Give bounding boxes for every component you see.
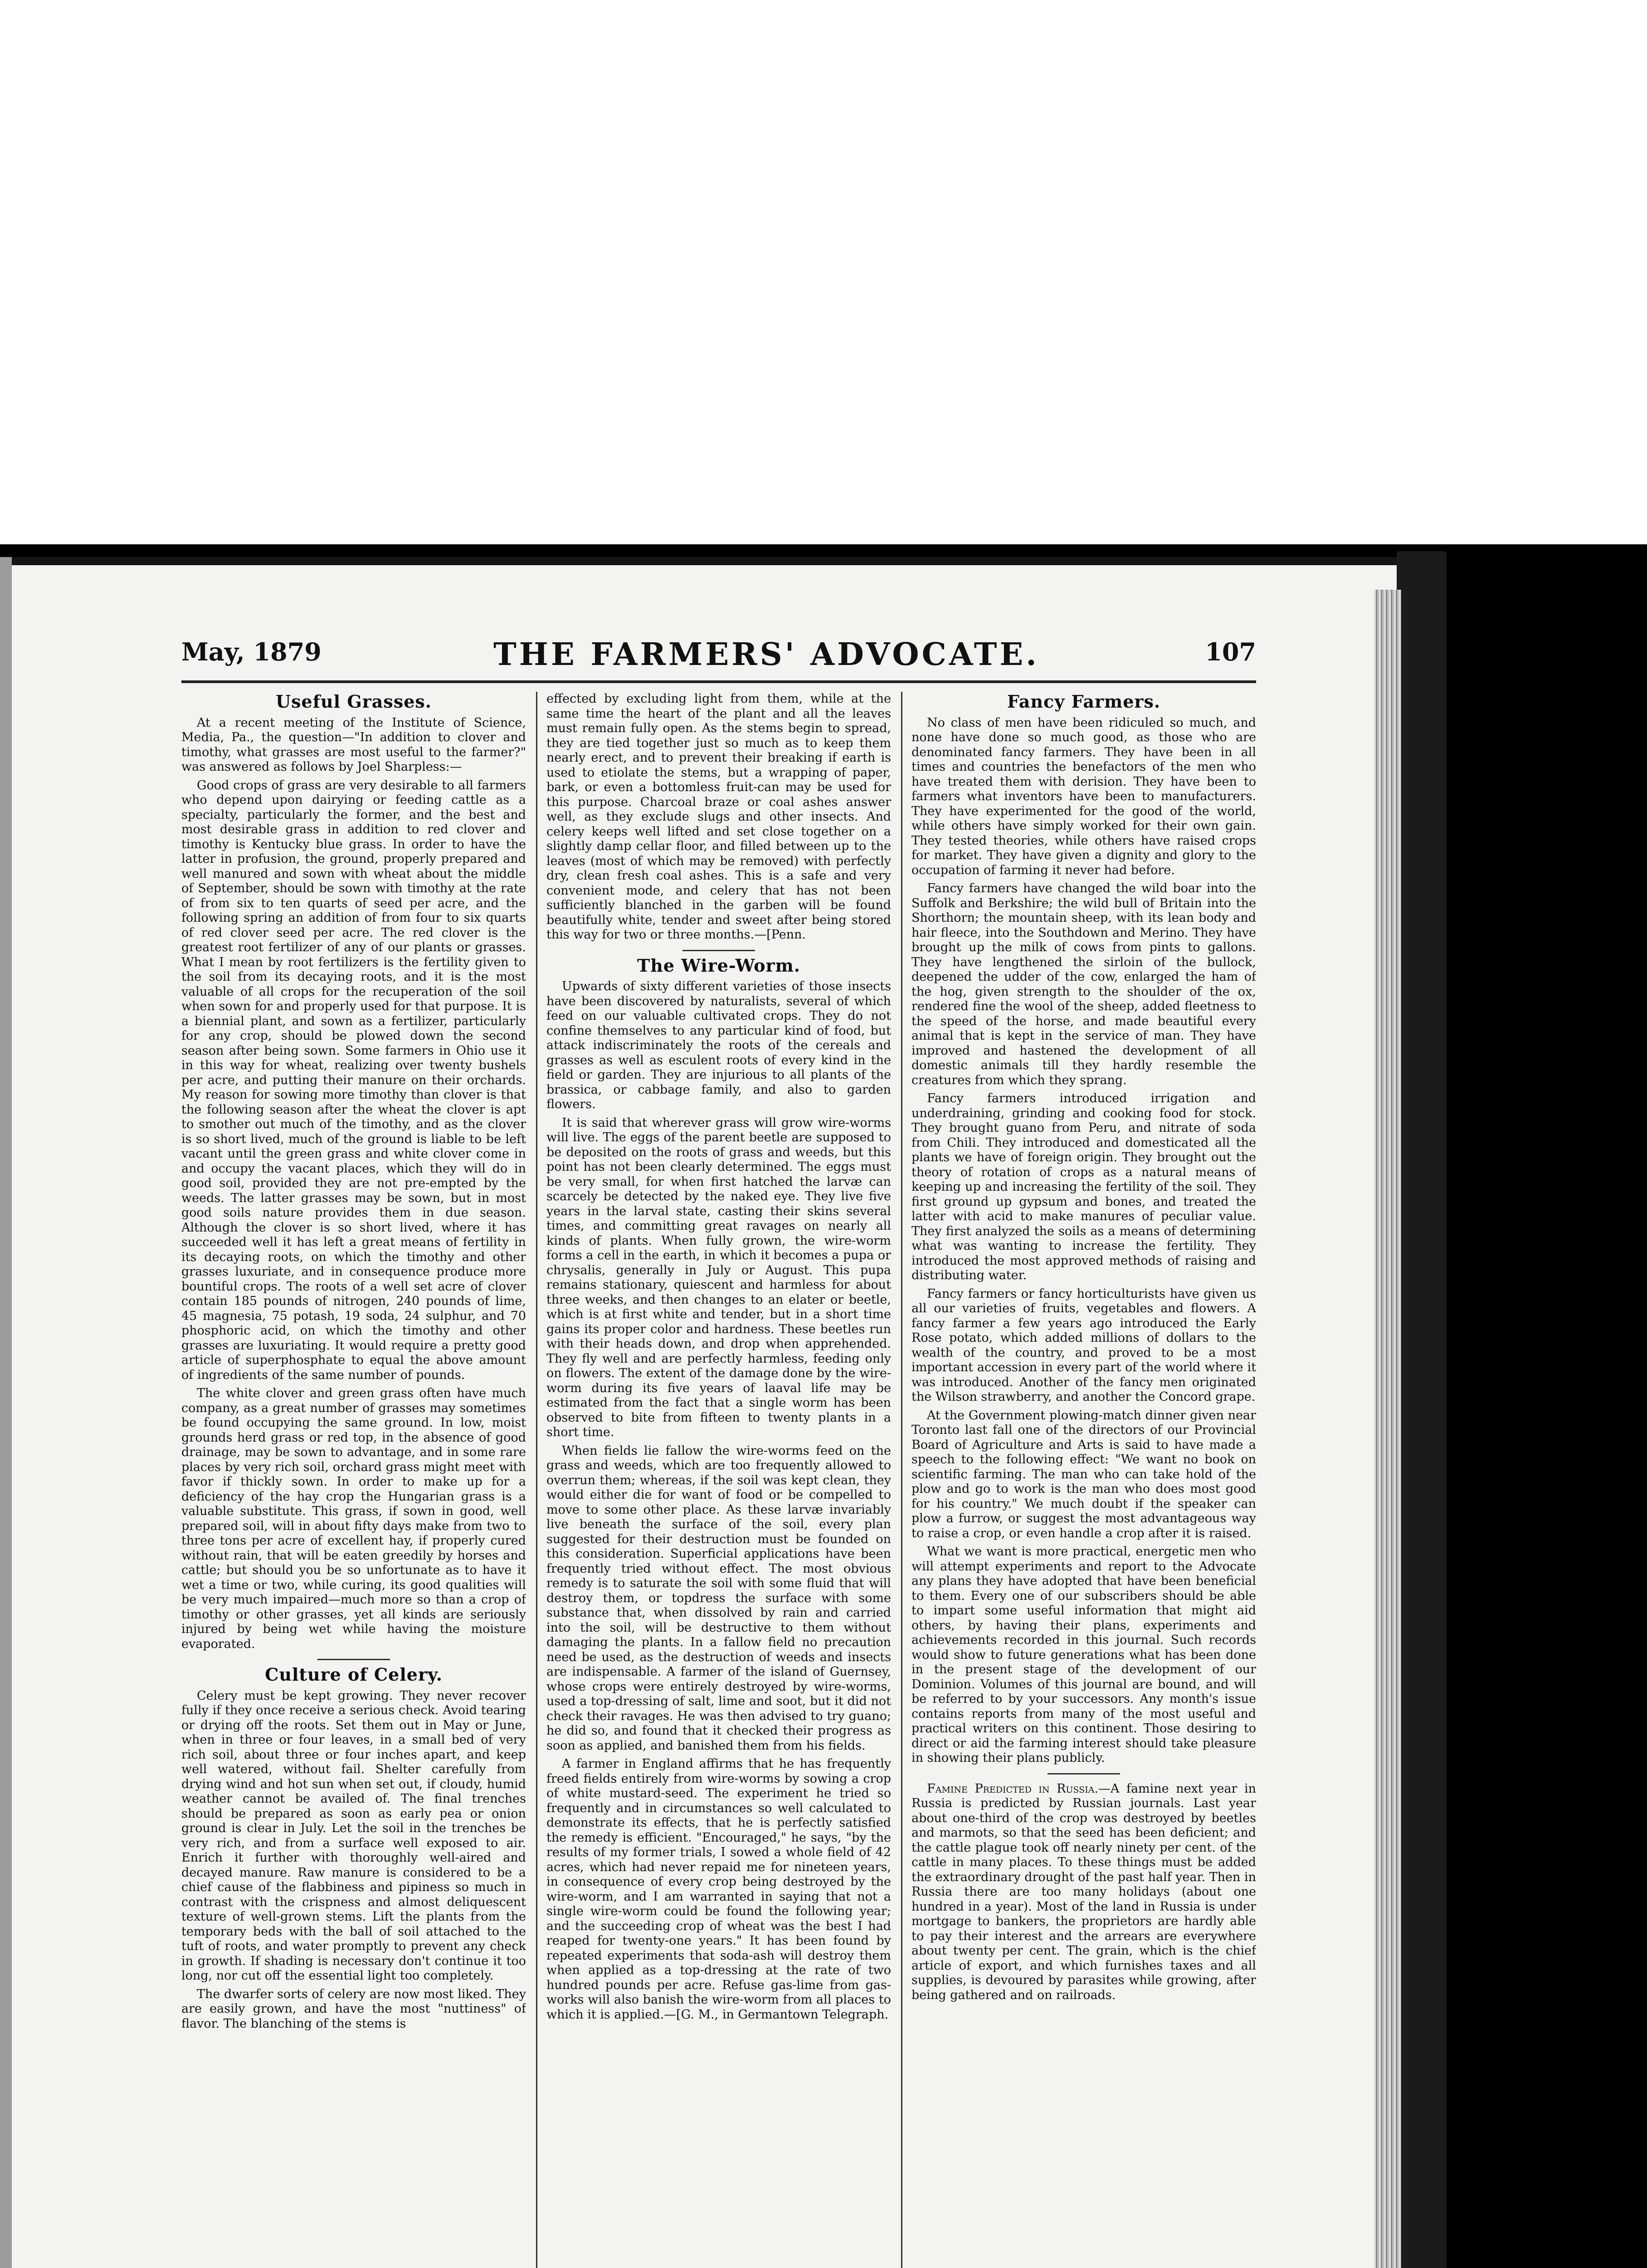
page-header — [181, 637, 1256, 674]
famine-lead: Famine Predicted in Russia. — [927, 1781, 1098, 1796]
article-divider — [317, 1659, 390, 1660]
famine-body: —A famine next year in Russia is predicted by Russian journals. Last year about one-third of the crop was destroyed by beetles and marmots, so that the seed has been deficient; and the cattle plague took off nearly ninety per cent. of the cattle in many places. To these things must be added the extraordinary drought of the past half year. Then in Russia there are too many holidays (about one hundred in a year). Most of the land in Russia is under mortgage to bankers, the proprietors are hardly able to pay their interest and the arrears are everywhere about twenty per cent. The grain, which is the chief article of export, and which furnishes taxes and all supplies, is devoured by parasites while growing, after being gathered and on railroads. — [911, 1781, 1256, 2002]
paragraph: The dwarfer sorts of celery are now most liked. They are easily grown, and have the most "nuttiness" of flavor. The blanching of the stems is — [181, 1987, 526, 2031]
article-divider — [682, 950, 755, 951]
page-edge-leaves — [1374, 590, 1401, 2268]
article-title-culture-of-celery: Culture of Celery. — [265, 1664, 443, 1685]
column-rule — [901, 692, 902, 2268]
paragraph: A farmer in England affirms that he has frequently freed fields entirely from wire-worms by sowing a crop of white mustard-seed. The experiment he tried so frequently and in circumstances so well calculated to demonstrate its effects, that he is perfectly satisfied the remedy is efficient. "Encouraged," he says, "by the results of my former trials, I sowed a whole field of 42 acres, which had never repaid me for nineteen years, in consequence of every crop being destroyed by the wire-worm, and I am warranted in saying that not a single wire-worm could be found the following year; and the succeeding crop of wheat was the best I had reaped for twenty-one years." It has been found by repeated experiments that soda-ash will destroy them when applied as a top-dressing at the rate of two hundred pounds per acre. Refuse gas-lime from gas-works will also banish the wire-worm from all places to which it is applied.—[G. M., in Germantown Telegraph. — [546, 1757, 891, 2022]
column-3 — [911, 692, 1256, 2268]
column-1 — [181, 692, 526, 2268]
paragraph: Fancy farmers have changed the wild boar into the Suffolk and Berkshire; the wild bull of Britain into the Shorthorn; the mountain sheep, with its lean body and hair fleece, into the Southdown and Merino. They have brought up the milk of cows from pints to gallons. They have lengthened the sirloin of the bullock, deepened the udder of the cow, enlarged the ham of the hog, given strength to the shoulder of the ox, rendered fine the wool of the sheep, added fleetness to the speed of the horse, and made beautiful every animal that is kept in the service of man. They have improved and hastened the development of all domestic animals till they hardly resemble the creatures from which they sprang. — [911, 881, 1256, 1087]
issue-date: May, 1879 — [181, 637, 322, 666]
paragraph: It is said that wherever grass will grow wire-worms will live. The eggs of the parent beetle are supposed to be deposited on the roots of grass and weeds, but this point has not been clearly determined. The eggs must be very small, for when first hatched the larvæ can scarcely be detected by the naked eye. They live five years in the larval state, casting their skins several times, and committing great ravages on nearly all kinds of plants. When fully grown, the wire-worm forms a cell in the earth, in which it becomes a pupa or chrysalis, generally in July or August. This pupa remains stationary, quiescent and harmless for about three weeks, and then changes to an elater or beetle, which is at first white and tender, but in a short time gains its proper color and hardness. These beetles run with their heads down, and drop when apprehended. They fly well and are perfectly harmless, feeding only on flowers. The extent of the damage done by the wire-worm during its five years of laaval life may be estimated from the fact that a single worm has been observed to bite from fifteen to twenty plants in a short time. — [546, 1115, 891, 1439]
paragraph: At a recent meeting of the Institute of Science, Media, Pa., the question—"In addition to clover and timothy, what grasses are most useful to the farmer?" was answered as follows by Joel Sharpless:— — [181, 715, 526, 774]
paragraph: The white clover and green grass often have much company, as a great number of grasses may sometimes be found occupying the same ground. In low, moist grounds herd grass or red top, in the absence of good drainage, may be sown to advantage, and in some rare places by very rich soil, orchard grass might meet with favor if thickly sown. In order to make up for a deficiency of the hay crop the Hungarian grass is a valuable substitute. This grass, if sown in good, well prepared soil, will in about fifty days make from two to three tons per acre of excellent hay, if properly cured without rain, that will be eaten greedily by horses and cattle; but should you be so unfortunate as to have it wet a time or two, while curing, its good qualities will be very much impaired—much more so than a crop of timothy or other grasses, yet all kinds are seriously injured by being wet while having the moisture evaporated. — [181, 1386, 526, 1651]
column-rule — [536, 692, 537, 2268]
page-edge — [1397, 551, 1447, 2268]
scan-background-top — [0, 0, 1647, 544]
article-title-wire-worm: The Wire-Worm. — [637, 955, 801, 976]
paragraph: When fields lie fallow the wire-worms feed on the grass and weeds, which are too frequently allowed to overrun them; whereas, if the soil was kept clean, they would either die for want of food or be compelled to move to some other place. As these larvæ invariably live beneath the surface of the soil, every plan suggested for their destruction must be founded on this consideration. Superficial applications have been frequently tried without effect. The most obvious remedy is to saturate the soil with some fluid that will destroy them, or topdress the surface with some substance that, when dissolved by rain and carried into the soil, will be destructive to them without damaging the plants. In a fallow field no precaution need be used, as the destruction of weeds and insects are indispensable. A farmer of the island of Guernsey, whose crops were entirely destroyed by wire-worms, used a top-dressing of salt, lime and soot, but it did not check their ravages. He was then advised to try guano; he did so, and found that it checked their progress as soon as applied, and banished them from his fields. — [546, 1443, 891, 1753]
paragraph: Fancy farmers introduced irrigation and underdraining, grinding and cooking food for stock. They brought guano from Peru, and nitrate of soda from Chili. They introduced and domesticated all the plants we have of foreign origin. They brought out the theory of rotation of crops as a natural means of keeping up and increasing the fertility of the soil. They first ground up gypsum and bones, and treated the latter with acid to make manures of peculiar value. They first analyzed the soils as a means of determining what was wanting to increase the fertility. They introduced the most approved methods of raising and distributing water. — [911, 1091, 1256, 1282]
article-title-useful-grasses: Useful Grasses. — [275, 692, 432, 712]
paragraph: Good crops of grass are very desirable to all farmers who depend upon dairying or feeding cattle as a specialty, particularly the former, and the best and most desirable grass in addition to red clover and timothy is Kentucky blue grass. In order to have the latter in profusion, the ground, properly prepared and well manured and sown with wheat about the middle of September, should be sown with timothy at the rate of from six to ten quarts of seed per acre, and the following spring an addition of from four to six quarts of red clover seed per acre. The red clover is the greatest root fertilizer of any of our plants or grasses. What I mean by root fertilizers is the fertility given to the soil from its decaying roots, and it is the most valuable of all crops for the recuperation of the soil when sown for and properly used for that purpose. It is a biennial plant, and sown as a fertilizer, particularly for any crop, should be plowed down the second season after being sown. Some farmers in Ohio use it in this way for wheat, realizing over twenty bushels per acre, and putting their manure on their orchards. My reason for sowing more timothy than clover is that the following season after the wheat the clover is apt to smother out much of the timothy, and as the clover is so short lived, much of the ground is liable to be left vacant until the green grass and white clover come in and occupy the vacant places, which they will do in good soil, provided they are not pre-empted by the weeds. The latter grasses may be sown, but in most good soils nature provides them in due season. Although the clover is so short lived, where it has succeeded well it has left a great means of fertility in its decaying roots, on which the timothy and other grasses luxuriate, and in consequence produce more bountiful crops. The roots of a well set acre of clover contain 185 pounds of nitrogen, 240 pounds of lime, 45 magnesia, 75 potash, 19 soda, 24 sulphur, and 70 phosphoric acid, on which the timothy and other grasses are luxuriating. It would require a pretty good article of superphosphate to equal the above amount of ingredients of the same number of pounds. — [181, 778, 526, 1382]
paragraph: Celery must be kept growing. They never recover fully if they once receive a serious check. Avoid tearing or drying off the roots. Set them out in May or June, when in three or four leaves, in a small bed of very rich soil, about three or four inches apart, and keep well watered, without fail. Shelter carefully from drying wind and hot sun when set out, if cloudy, humid weather cannot be availed of. The final trenches should be prepared as soon as early pea or onion ground is clear in July. Let the soil in the trenches be very rich, and from a surface well exposed to air. Enrich it further with thoroughly well-aired and decayed manure. Raw manure is considered to be a chief cause of the flabbiness and pipiness so much in contrast with the crispness and almost deliquescent texture of well-grown stems. Lift the plants from the temporary beds with the ball of soil attached to the tuft of roots, and water promptly to prevent any check in growth. If shading is necessary don't continue it too long, nor cut off the essential light too completely. — [181, 1688, 526, 1983]
paragraph: What we want is more practical, energetic men who will attempt experiments and report to the Advocate any plans they have adopted that have been beneficial to them. Every one of our subscribers should be able to impart some useful information that might aid others, by having their plans, experiments and achievements recorded in this journal. Such records would show to future generations what has been done in the present stage of the development of our Dominion. Volumes of this journal are bound, and will be referred to by your successors. Any month's issue contains reports from many of the most useful and practical writers on this continent. Those desiring to direct or aid the farming interest should take pleasure in showing their plans publicly. — [911, 1545, 1256, 1765]
header-rule — [181, 680, 1256, 683]
paragraph: Fancy farmers or fancy horticulturists have given us all our varieties of fruits, vegetables and flowers. A fancy farmer a few years ago introduced the Early Rose potato, which added millions of dollars to the wealth of the country, and proved to be a most important accession in every part of the world where it was introduced. Another of the fancy men originated the Wilson strawberry, and another the Concord grape. — [911, 1286, 1256, 1404]
page-gutter — [0, 557, 12, 2268]
masthead-title: THE FARMERS' ADVOCATE. — [493, 636, 1039, 673]
paragraph: Upwards of sixty different varieties of those insects have been discovered by naturalists, several of which feed on our valuable cultivated crops. They do not confine themselves to any particular kind of food, but attack indiscriminately the roots of the cereals and grasses as well as esculent roots of every kind in the field or garden. They are injurious to all plants of the brassica, or cabbage family, and also to garden flowers. — [546, 979, 891, 1111]
article-title-fancy-farmers: Fancy Farmers. — [1007, 692, 1161, 712]
page-number: 107 — [1205, 637, 1256, 666]
paragraph-continued: effected by excluding light from them, while at the same time the heart of the plant and all the leaves must remain fully open. As the stems begin to spread, they are tied together just so much as to keep them nearly erect, and to prevent their breaking if earth is used to etiolate the stems, but a wrapping of paper, bark, or even a bottomless fruit-can may be used for this purpose. Charcoal braze or coal ashes answer well, as they exclude slugs and other insects. And celery keeps well lifted and set close together on a slightly damp cellar floor, and filled between up to the leaves (most of which may be removed) with perfectly dry, clean fresh coal ashes. This is a safe and very convenient mode, and celery that has not been sufficiently blanched in the garben will be found beautifully white, tender and sweet after being stored this way for two or three months.—[Penn. — [546, 692, 891, 942]
article-divider — [1048, 1773, 1120, 1774]
paragraph-famine — [911, 1782, 1256, 2003]
paragraph: At the Government plowing-match dinner given near Toronto last fall one of the directors of our Provincial Board of Agriculture and Arts is said to have made a speech to the following effect: "We want no book on scientific farming. The man who can take hold of the plow and go to work is the man who does most good for his country." We much doubt if the speaker can plow a furrow, or suggest the most advantageous way to raise a crop, or even handle a crop after it is raised. — [911, 1408, 1256, 1540]
paragraph: No class of men have been ridiculed so much, and none have done so much good, as those who are denominated fancy farmers. They have been in all times and countries the benefactors of the men who have treated them with derision. They have been to farmers what inventors have been to manufacturers. They have experimented for the good of the world, while others have simply worked for their own gain. They tested theories, while others have raised crops for market. They have given a dignity and glory to the occupation of farming it never had before. — [911, 715, 1256, 877]
column-2 — [546, 692, 891, 2268]
